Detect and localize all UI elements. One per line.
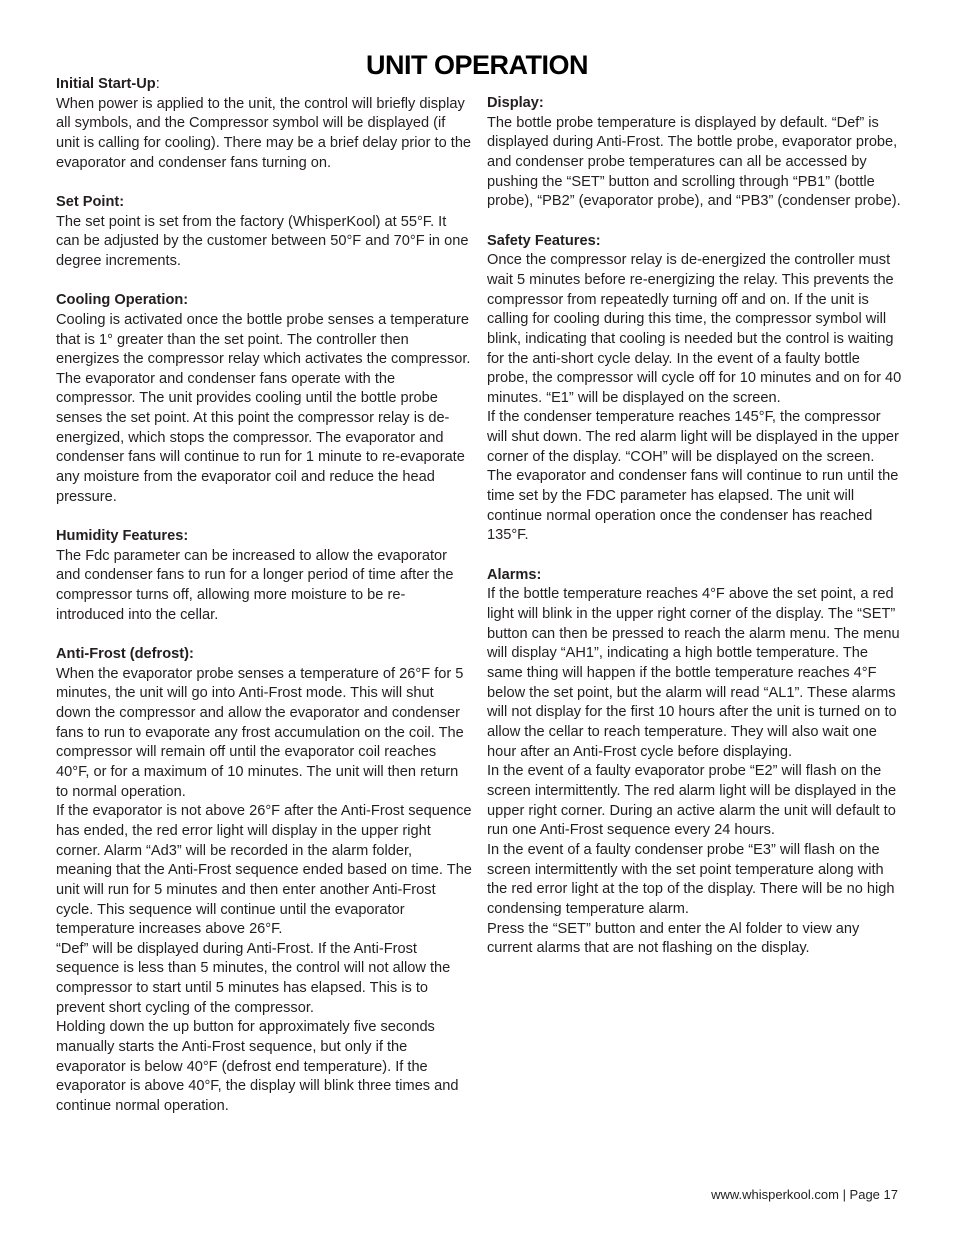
section-alarms [487, 566, 903, 959]
anti-frost-paragraph: “Def” will be displayed during Anti-Frost. If the Anti-Frost sequence is less than 5 minutes, the control will not allow the compressor to start until 5 minutes has elapsed. This is to prevent short cycling of the compressor. [56, 940, 451, 1016]
anti-frost-paragraph: Holding down the up button for approximately five seconds manually starts the Anti-Frost sequence, but only if the evaporator is below 40°F (defrost end temperature). If the evaporator is above 40°F, the display will blink three times and continue normal operation. [56, 1019, 459, 1115]
heading-initial-startup-colon: : [155, 76, 160, 92]
heading-anti-frost: Anti-Frost (defrost): [56, 645, 194, 662]
page-footer: www.whisperkool.com | Page 17 [711, 1187, 898, 1202]
body-display: The bottle probe temperature is displayed by default. “Def” is displayed during Anti-Frost. The bottle probe, evaporator probe, and condenser probe temperatures can all be accessed by pushing the “SET” button and scrolling through “PB1” (bottle probe), “PB2” (evaporator probe), and “PB3” (condenser probe). [487, 114, 901, 210]
alarms-paragraph: In the event of a faulty condenser probe “E3” will flash on the screen intermittently with the set point temperature along with the red error light at the top of the display. There will be no high condensing temperature alarm. [487, 841, 895, 917]
heading-safety-features: Safety Features: [487, 232, 601, 249]
safety-features-paragraph: Once the compressor relay is de-energized the controller must wait 5 minutes before re-energizing the relay. This prevents the compressor from repeatedly turning off and on. If the unit is calling for cooling during this time, the compressor symbol will blink, indicating that cooling is needed but the control is waiting for the anti-short cycle delay. In the event of a faulty bottle probe, the compressor will cycle off for 10 minutes and on for 40 minutes. “E1” will be displayed on the screen. [487, 252, 902, 406]
anti-frost-paragraph: When the evaporator probe senses a temperature of 26°F for 5 minutes, the unit will go into Anti-Frost mode. This will shut down the compressor and allow the evaporator and condenser fans to run to evaporate any frost accumulation on the coil. The compressor will remain off until the evaporator coil reaches 40°F, or for a maximum of 10 minutes. The unit will then return to normal operation. [56, 665, 464, 800]
section-set-point [56, 193, 472, 272]
alarms-paragraph: If the bottle temperature reaches 4°F above the set point, a red light will blink in the upper right corner of the display. The “SET” button can then be pressed to reach the alarm menu. The menu will display “AH1”, indicating a high bottle temperature. The same thing will happen if the bottle temperature reaches 4°F below the set point, but the alarm will read “AL1”. These alarms will not display for the first 10 hours after the unit is turned on to allow the cellar to reach temperature. They will also wait one hour after an Anti-Frost cycle before displaying. [487, 586, 900, 760]
heading-display: Display: [487, 95, 544, 111]
body-initial-startup: When power is applied to the unit, the control will briefly display all symbols, and the Compressor symbol will be displayed (if unit is calling for cooling). There may be a brief delay prior to the evaporator and condenser fans turning on. [56, 95, 472, 171]
right-column [487, 94, 903, 978]
left-column [56, 75, 472, 1136]
body-humidity-features: The Fdc parameter can be increased to allow the evaporator and condenser fans to run for a longer period of time after the compressor turns off, allowing more moisture to be re-introduced into the cellar. [56, 547, 454, 623]
section-humidity-features [56, 527, 472, 625]
heading-alarms: Alarms: [487, 566, 542, 583]
heading-initial-startup: Initial Start-Up [56, 76, 156, 92]
safety-features-paragraph: If the condenser temperature reaches 145°F, the compressor will shut down. The red alarm light will be displayed in the upper corner of the display. “COH” will be displayed on the screen. The evaporator and condenser fans will continue to run until the time set by the FDC parameter has elapsed. The unit will continue normal operation once the condenser has reached 135°F. [487, 409, 899, 544]
section-anti-frost [56, 645, 472, 1117]
alarms-paragraph: In the event of a faulty evaporator probe “E2” will flash on the screen intermittently. The red alarm light will be displayed in the upper right corner. During an active alarm the unit will default to run one Anti-Frost sequence every 24 hours. [487, 763, 897, 839]
section-initial-startup [56, 75, 472, 173]
section-display [487, 94, 903, 212]
anti-frost-paragraph: If the evaporator is not above 26°F after the Anti-Frost sequence has ended, the red error light will display in the upper right corner. Alarm “Ad3” will be recorded in the alarm folder, meaning that the Anti-Frost sequence ended based on time. The unit will run for 5 minutes and then enter another Anti-Frost cycle. This sequence will continue until the evaporator temperature increases above 26°F. [56, 803, 472, 938]
section-cooling-operation [56, 291, 472, 507]
heading-humidity-features: Humidity Features: [56, 528, 189, 545]
page-title: UNIT OPERATION [366, 50, 588, 80]
body-set-point: The set point is set from the factory (WhisperKool) at 55°F. It can be adjusted by the customer between 50°F and 70°F in one degree increments. [56, 213, 469, 269]
heading-set-point: Set Point: [56, 193, 125, 210]
body-cooling-operation: Cooling is activated once the bottle probe senses a temperature that is 1° greater than the set point. The controller then energizes the compressor relay which activates the compressor. The evaporator and condenser fans operate with the compressor. The unit provides cooling until the bottle probe senses the set point. At this point the compressor relay is de-energized, which stops the compressor. The evaporator and condenser fans will continue to run for 1 minute to re-evaporate any moisture from the evaporator coil and reduce the head pressure. [56, 311, 471, 505]
section-safety-features [487, 232, 903, 547]
heading-cooling-operation: Cooling Operation: [56, 292, 189, 309]
alarms-paragraph: Press the “SET” button and enter the Al folder to view any current alarms that are not flashing on the display. [487, 920, 860, 957]
